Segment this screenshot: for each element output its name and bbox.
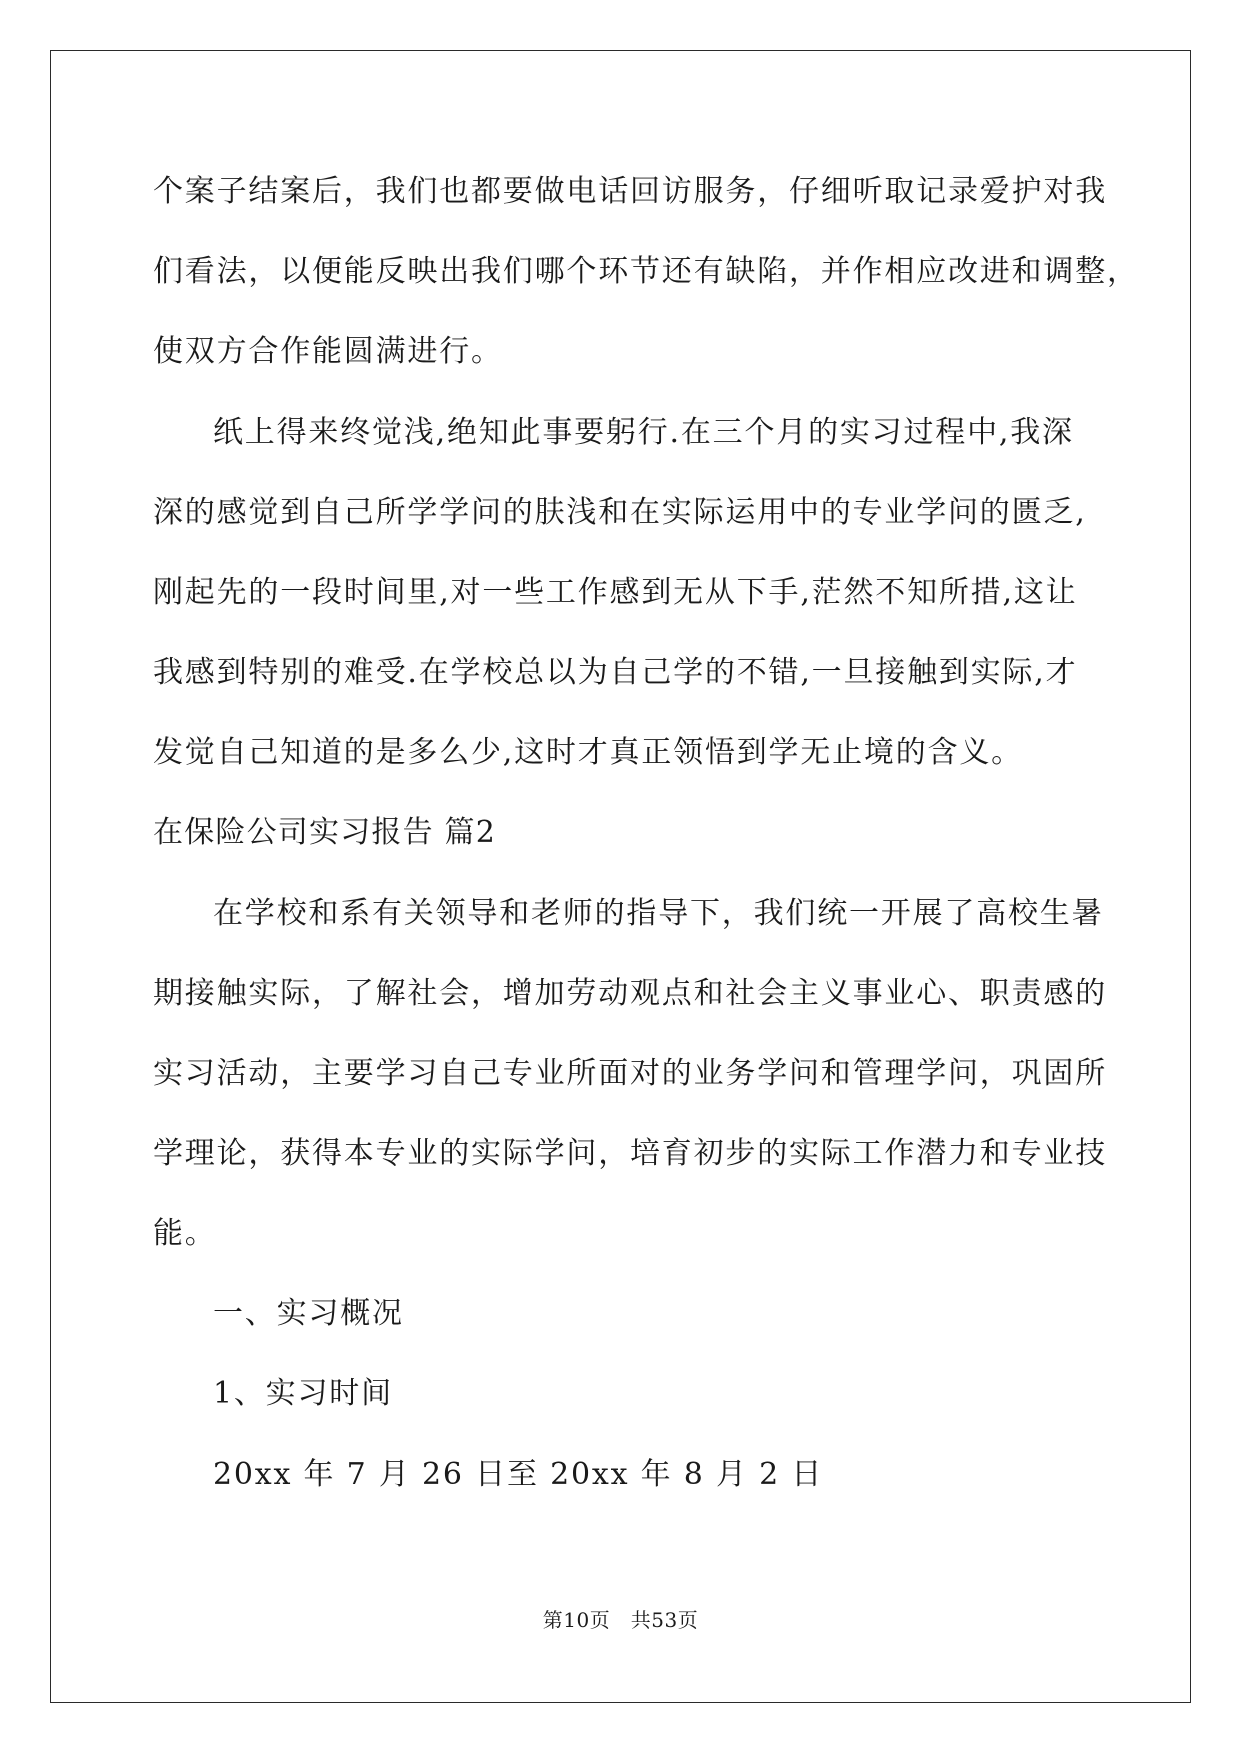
date-range: 20xx 年 7 月 26 日至 20xx 年 8 月 2 日 bbox=[213, 1457, 824, 1492]
paragraph-line: 刚起先的一段时间里,对一些工作感到无从下手,茫然不知所措,这让 bbox=[153, 575, 1078, 610]
subheading: 1、实习时间 bbox=[213, 1376, 393, 1411]
paragraph-line: 纸上得来终觉浅,绝知此事要躬行.在三个月的实习过程中,我深 bbox=[213, 415, 1074, 450]
paragraph-line: 深的感觉到自己所学学问的肤浅和在实际运用中的专业学问的匮乏, bbox=[153, 495, 1087, 530]
subheading: 一、实习概况 bbox=[213, 1296, 404, 1331]
paragraph-line: 个案子结案后，我们也都要做电话回访服务，仔细听取记录爱护对我 bbox=[153, 174, 1107, 209]
paragraph-line: 能。 bbox=[153, 1216, 217, 1251]
section-heading: 在保险公司实习报告 篇2 bbox=[153, 815, 497, 850]
paragraph-line: 使双方合作能圆满进行。 bbox=[153, 334, 503, 369]
paragraph-line: 我感到特别的难受.在学校总以为自己学的不错,一旦接触到实际,才 bbox=[153, 655, 1078, 690]
paragraph-line: 们看法，以便能反映出我们哪个环节还有缺陷，并作相应改进和调整， bbox=[153, 254, 1139, 289]
paragraph-line: 发觉自己知道的是多么少,这时才真正领悟到学无止境的含义。 bbox=[153, 735, 1023, 770]
paragraph-line: 学理论，获得本专业的实际学问，培育初步的实际工作潜力和专业技 bbox=[153, 1136, 1107, 1171]
page-number-footer: 第10页 共53页 bbox=[542, 1608, 699, 1632]
paragraph-line: 在学校和系有关领导和老师的指导下，我们统一开展了高校生暑 bbox=[213, 896, 1104, 931]
paragraph-line: 实习活动，主要学习自己专业所面对的业务学问和管理学问，巩固所 bbox=[153, 1056, 1107, 1091]
paragraph-line: 期接触实际，了解社会，增加劳动观点和社会主义事业心、职责感的 bbox=[153, 976, 1107, 1011]
